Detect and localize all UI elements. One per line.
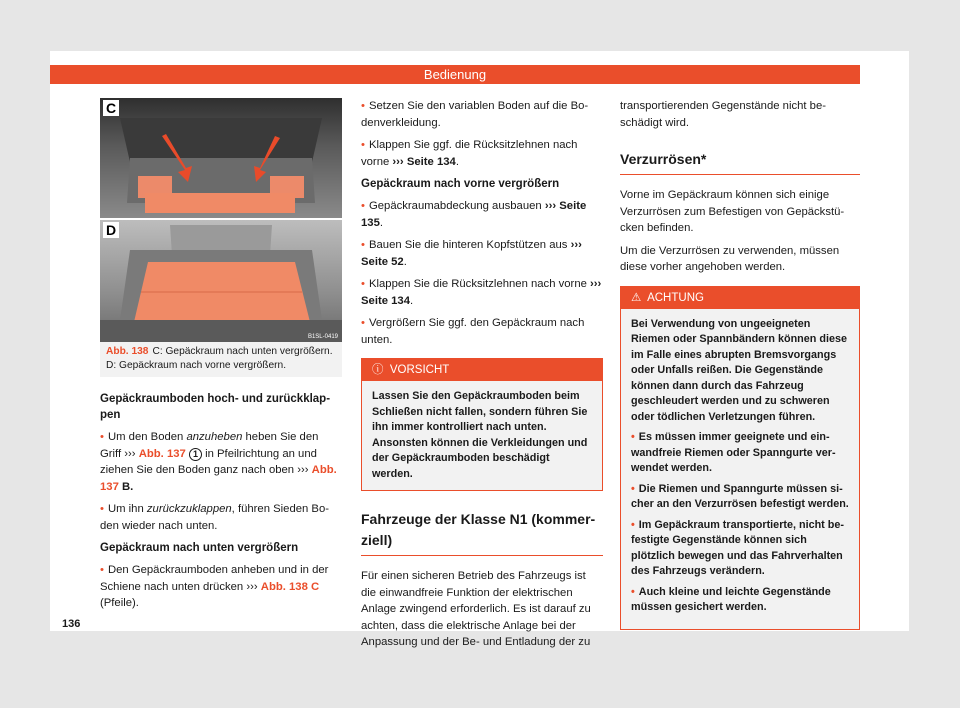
list-item: • Den Gepäckraumboden anheben und in der Schiene nach unten drücken ››› Abb. 138 C (Pfeile). [100, 562, 342, 612]
figure-panel-c [100, 98, 342, 218]
caution-header: ⓘ VORSICHT [362, 359, 602, 381]
list-item: • Klappen Sie ggf. die Rücksitzlehnen nach vorne ››› Seite 134. [361, 137, 603, 170]
ref-link[interactable]: ››› Seite 134 [361, 278, 602, 307]
list-item: • Gepäckraumabdeckung ausbauen ››› Seite 135. [361, 198, 603, 231]
heading-enlarge-down: Gepäckraum nach unten vergrößern [100, 542, 299, 554]
warning-box [620, 286, 860, 630]
page-number: 136 [62, 618, 81, 630]
caption-text: C: Gepäckraum nach unten vergrößern. D: Gepäckraum nach vorne vergrößern. [106, 346, 333, 371]
ref-link[interactable]: Abb. 137 [100, 464, 337, 493]
list-item: • Vergrößern Sie ggf. den Gepäckraum nach unten. [361, 315, 603, 348]
section-title-lashing: Verzurrösen* [620, 149, 860, 175]
warning-triangle-icon: ⚠ [631, 291, 642, 304]
ref-link[interactable]: ››› Seite 134 [392, 155, 456, 168]
paragraph: transportierenden Gegenstände nicht beschädigt wird. [620, 100, 826, 129]
caution-box [361, 358, 603, 491]
ref-link[interactable]: ››› Seite 52 [361, 239, 582, 268]
paragraph: Um die Verzurrösen zu verwenden, müssen diese vorher angehoben werden. [620, 244, 840, 273]
figure-label-c: C [103, 100, 119, 116]
figure-panel-d [100, 220, 342, 342]
figure-138 [100, 98, 342, 342]
trunk-floor [145, 193, 295, 213]
image-code: B1SL-0419 [307, 334, 338, 340]
page-header: Bedienung [50, 65, 860, 84]
trunk-extended-illustration [100, 220, 342, 342]
list-item: • Klappen Sie die Rücksitzlehnen nach vorne ››› Seite 134. [361, 276, 603, 309]
paragraph: Vorne im Gepäckraum können sich einige Verzurrösen zum Befestigen von Gepäckstücken befinden. [620, 189, 845, 234]
warning-text: Bei Verwendung von ungeeigneten Riemen oder Spannbändern können diese im Falle eines abrupten Bremsvorgangs oder Unfalls reißen. Die Gegenstände können dann durch das Fahrzeug geschleudert werden und zu schweren oder tödlichen Verletzungen führen. [631, 317, 847, 423]
section-title-n1: Fahrzeuge der Klasse N1 (kommerziell) [361, 509, 603, 556]
column-left [100, 98, 342, 618]
list-item: • Im Gepäckraum transportierte, nicht befestigte Gegenstände können sich plötzlich bewegen und das Fahrverhalten des Fahrzeugs verändern. [631, 518, 849, 580]
figure-caption [100, 342, 342, 377]
list-item: • Bauen Sie die hinteren Kopfstützen aus ››› Seite 52. [361, 237, 603, 270]
column-right [620, 98, 860, 630]
caution-text: Lassen Sie den Gepäckraumboden beim Schließen nicht fallen, sondern führen Sie ihn immer kontrolliert nach unten. Ansonsten können die Verkleidungen und der Gepäckraumboden beschädigt werden. [362, 381, 602, 490]
warning-body [621, 309, 859, 629]
list-item: • Auch kleine und leichte Gegenstände müssen gesichert werden. [631, 585, 849, 616]
list-item: • Um den Boden anzuheben heben Sie den Griff ››› Abb. 137 1 in Pfeilrichtung an und ziehen Sie den Boden ganz nach oben ››› Abb. 137 B. [100, 429, 342, 495]
figure-label-d: D [103, 222, 119, 238]
list-item: • Es müssen immer geeignete und einwandfreie Riemen oder Spanngurte verwendet werden. [631, 430, 849, 477]
column-middle [361, 98, 603, 657]
paragraph: Für einen sicheren Betrieb des Fahrzeugs ist die einwandfreie Funktion der elektrischen Anlage zwingend erforderlich. Es ist darauf zu achten, dass die elektrische Anlage bei der Anpassung und der Be- und Entladung der zu [361, 570, 591, 648]
heading-floor-flip: Gepäckraumboden hoch- und zurückklappen [100, 393, 331, 421]
list-item: • Um ihn zurückzuklappen, führen Sieden Boden wieder nach unten. [100, 501, 342, 534]
ref-link[interactable]: Abb. 138 C [260, 580, 320, 593]
list-item: • Die Riemen und Spanngurte müssen sicher an den Verzurrösen befestigt werden. [631, 482, 849, 513]
trunk-floor-down-illustration [100, 98, 342, 218]
ref-link[interactable]: ››› Seite 135 [361, 200, 587, 229]
callout-1: 1 [189, 448, 202, 461]
heading-enlarge-forward: Gepäckraum nach vorne vergrößern [361, 178, 560, 190]
caption-number: Abb. 138 [106, 346, 149, 357]
list-item: • Setzen Sie den variablen Boden auf die Bodenverkleidung. [361, 98, 603, 131]
info-circle-icon: ⓘ [372, 364, 384, 376]
ref-link[interactable]: Abb. 137 [138, 447, 186, 460]
warning-header: ⚠ ACHTUNG [621, 287, 859, 309]
